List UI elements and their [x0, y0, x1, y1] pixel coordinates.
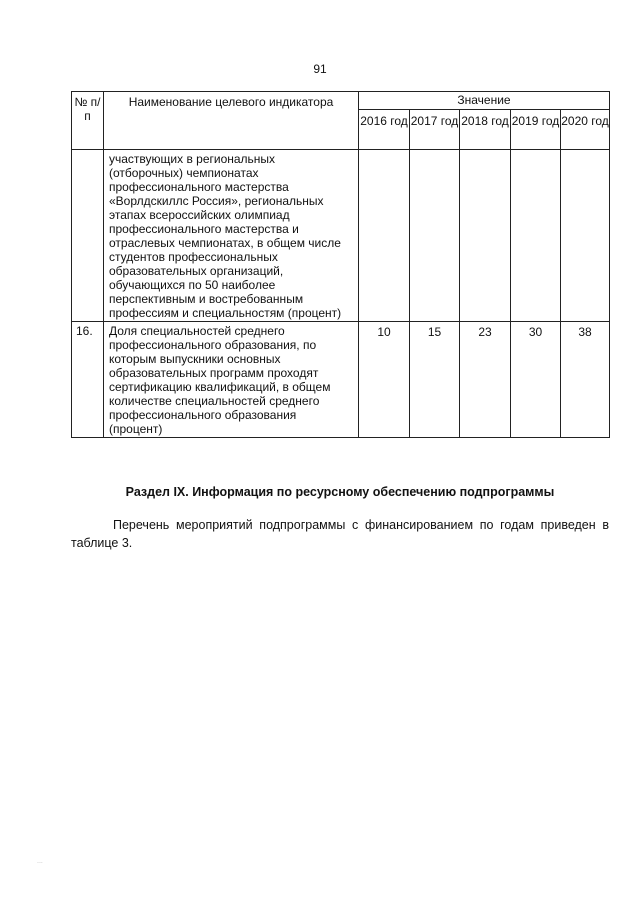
row-num — [72, 150, 104, 322]
header-name: Наименование целевого индикатора — [104, 92, 359, 150]
paragraph-text: Перечень мероприятий подпрограммы с финансированием по годам приведен в таблице 3. — [71, 518, 609, 550]
header-year-2017: 2017 год — [410, 110, 460, 150]
header-year-2016: 2016 год — [359, 110, 410, 150]
row-value-2016: 10 — [359, 322, 410, 438]
corner-mark: ... — [37, 858, 43, 865]
header-value: Значение — [359, 92, 610, 110]
header-year-2020: 2020 год — [561, 110, 610, 150]
row-value-2018: 23 — [460, 322, 511, 438]
page-number: 91 — [313, 62, 327, 76]
table-row — [72, 322, 610, 438]
indicators-table — [71, 91, 610, 438]
header-year-2018: 2018 год — [460, 110, 511, 150]
row-value-2019 — [511, 150, 561, 322]
row-num: 16. — [72, 322, 104, 438]
row-value-2020: 38 — [561, 322, 610, 438]
header-year-2019: 2019 год — [511, 110, 561, 150]
section-paragraph — [71, 516, 609, 552]
row-indicator-name: участвующих в региональных (отборочных) чемпионатах профессионального мастерства «Ворлдскиллс Россия», региональных этапах всероссийских олимпиад профессионального мастерства и отраслевых чемпионатах, в общем числе студентов профессиональных образовательных организаций, обучающихся по 50 наиболее перспективным и востребованным профессиям и специальностям (процент) — [104, 150, 359, 322]
table-row — [72, 150, 610, 322]
table-header-row — [72, 92, 610, 110]
row-value-2020 — [561, 150, 610, 322]
section-title: Раздел IX. Информация по ресурсному обеспечению подпрограммы — [125, 485, 555, 499]
row-value-2017 — [410, 150, 460, 322]
row-value-2017: 15 — [410, 322, 460, 438]
row-value-2016 — [359, 150, 410, 322]
row-indicator-name: Доля специальностей среднего профессионального образования, по которым выпускники основных образовательных программ проходят сертификацию квалификаций, в общем количестве специальностей среднего профессионального образования (процент) — [104, 322, 359, 438]
header-num: № п/п — [72, 92, 104, 150]
row-value-2018 — [460, 150, 511, 322]
row-value-2019: 30 — [511, 322, 561, 438]
